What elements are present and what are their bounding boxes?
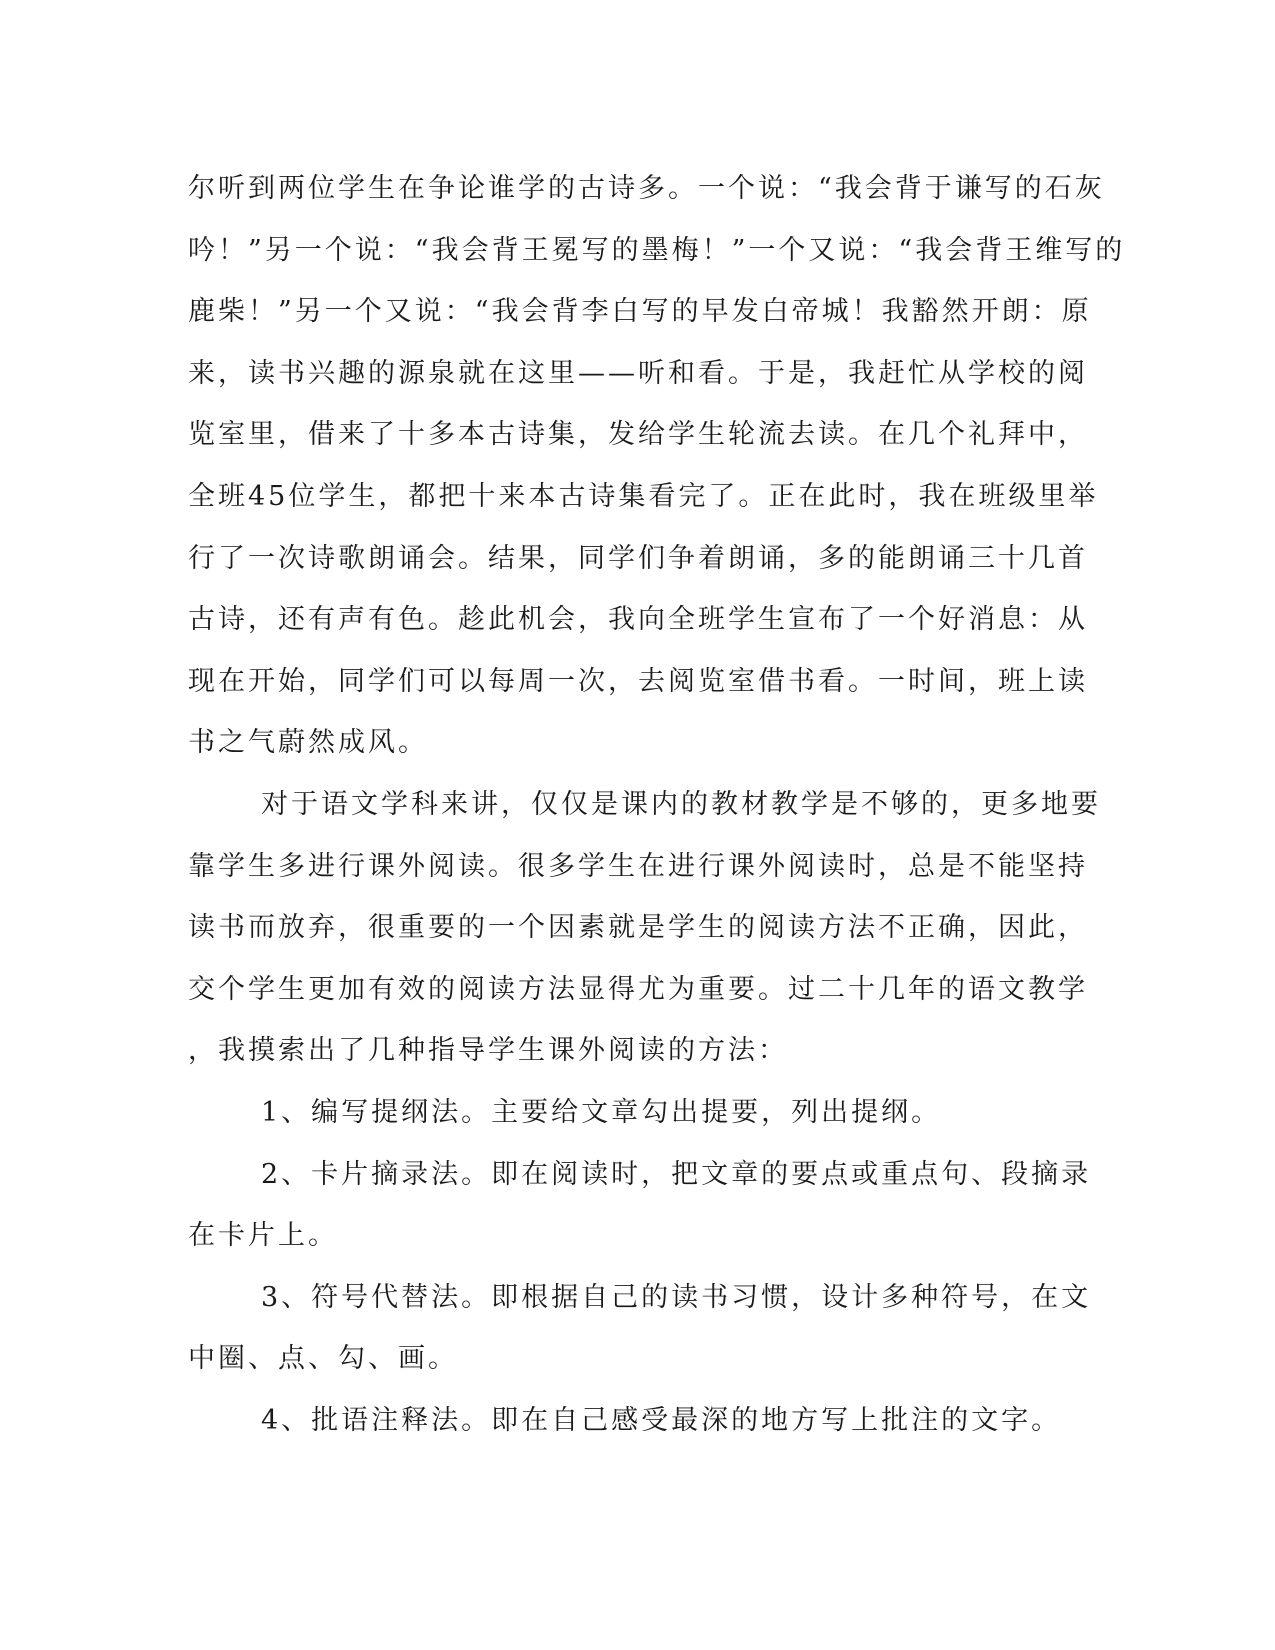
list-item-2: 2、卡片摘录法。即在阅读时，把文章的要点或重点句、段摘录 (261, 1158, 1092, 1190)
paragraph-start-line: 对于语文学科来讲，仅仅是课内的教材教学是不够的，更多地要 (261, 788, 1101, 820)
text-line: 全班45位学生，都把十来本古诗集看完了。正在此时，我在班级里举 (188, 480, 1099, 512)
text-line: 尔听到两位学生在争论谁学的古诗多。一个说：“我会背于谦写的石灰 (188, 173, 1105, 204)
list-item-4: 4、批语注释法。即在自己感受最深的地方写上批注的文字。 (261, 1404, 1062, 1436)
text-line: 靠学生多进行课外阅读。很多学生在进行课外阅读时，总是不能坚持 (188, 850, 1088, 882)
text-line: 古诗，还有声有色。趁此机会，我向全班学生宣布了一个好消息：从 (188, 604, 1088, 636)
text-line: ，我摸索出了几种指导学生课外阅读的方法： (188, 1035, 788, 1067)
text-line: 在卡片上。 (188, 1220, 338, 1252)
text-line: 交个学生更加有效的阅读方法显得尤为重要。过二十几年的语文教学 (188, 973, 1088, 1005)
text-line: 览室里，借来了十多本古诗集，发给学生轮流去读。在几个礼拜中， (188, 419, 1088, 451)
text-line: 吟！”另一个说：“我会背王冕写的墨梅！”一个又说：“我会背王维写的 (188, 234, 1126, 266)
list-item-3: 3、符号代替法。即根据自己的读书习惯，设计多种符号，在文 (261, 1281, 1092, 1313)
list-item-1: 1、编写提纲法。主要给文章勾出提要，列出提纲。 (261, 1096, 942, 1128)
text-line: 读书而放弃，很重要的一个因素就是学生的阅读方法不正确，因此， (188, 912, 1088, 944)
text-line: 行了一次诗歌朗诵会。结果，同学们争着朗诵，多的能朗诵三十几首 (188, 542, 1088, 574)
text-line: 中圈、点、勾、画。 (188, 1343, 458, 1375)
text-line: 现在开始，同学们可以每周一次，去阅览室借书看。一时间，班上读 (188, 665, 1088, 697)
text-line: 来，读书兴趣的源泉就在这里——听和看。于是，我赶忙从学校的阅 (188, 357, 1088, 389)
text-line: 鹿柴！”另一个又说：“我会背李白写的早发白帝城！我豁然开朗：原 (188, 296, 1092, 328)
text-line: 书之气蔚然成风。 (188, 727, 428, 759)
body-text (188, 158, 1126, 1451)
